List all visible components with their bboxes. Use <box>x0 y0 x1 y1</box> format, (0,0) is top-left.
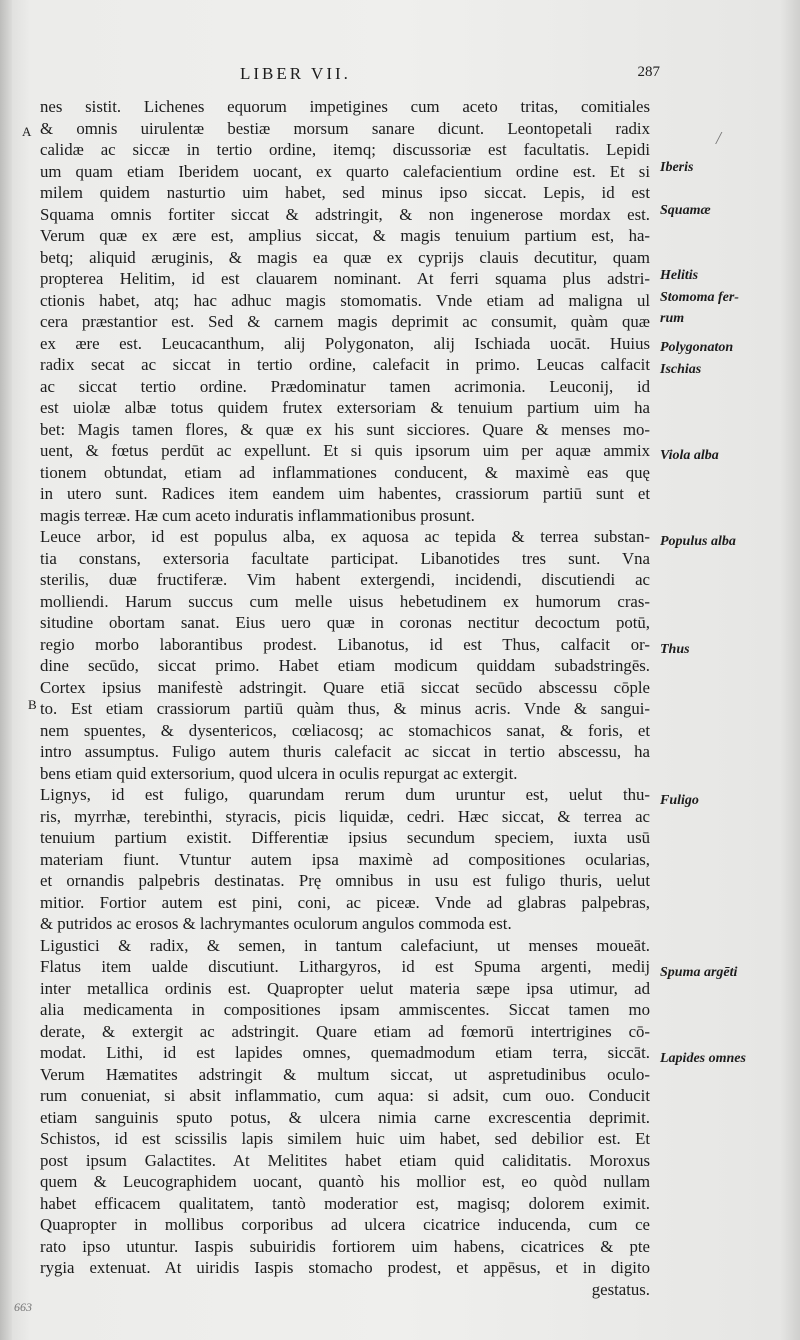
text-line: ex ære est. Leucacanthum, alij Polygonaton, alij Ischiada uocāt. Huius <box>40 333 650 353</box>
text-line: est uiolæ albæ totus quidem frutex extersoriam & tenuium partium uim ha <box>40 398 650 417</box>
main-text-block <box>40 96 650 1300</box>
running-head: LIBER VII. <box>240 64 351 83</box>
text-line: habet efficacem qualitatem, tantò moderatior est, magisq; dolorem eximit. <box>40 1193 650 1213</box>
text-line: alia medicamenta in compositiones ipsam ammiscentes. Siccat tamen mo <box>40 1000 650 1019</box>
text-line: magis terreæ. Hæ cum aceto induratis inflammationibus prosunt. <box>40 505 475 525</box>
text-line: propterea Helitim, id est clauarem nominant. At ferri squama plus adstri- <box>40 269 650 288</box>
text-line: sterilis, duæ fructiferæ. Vim habent extergendi, incidendi, discutiendi ac <box>40 570 650 589</box>
marginal-note: rum <box>660 311 685 326</box>
text-line: Squama omnis fortiter siccat & adstringit, & non ingenerose mordax est. <box>40 204 650 224</box>
section-letter-b: B <box>28 697 37 712</box>
text-line: dine secūdo, siccat primo. Habet etiam modicum quiddam subadstringēs. <box>40 656 650 675</box>
text-line: rato ipso utuntur. Iaspis subuiridis fortiorem uim habens, cicatrices & pte <box>40 1236 650 1256</box>
text-line: Lignys, id est fuligo, quarundam rerum dum uruntur est, uelut thu- <box>40 785 650 804</box>
text-line: Verum Hæmatites adstringit & multum siccat, ut aspretudinibus oculo- <box>40 1064 650 1084</box>
marginal-note: Squamæ <box>660 203 711 218</box>
text-line: Verum quæ ex ære est, amplius siccat, & magis tenuium partium est, ha- <box>40 226 650 245</box>
text-line: Cortex ipsius manifestè adstringit. Quare etiā siccat secūdo abscessu cōple <box>40 677 650 697</box>
text-line: & putridos ac erosos & lachrymantes oculorum angulos commoda est. <box>40 914 512 933</box>
marginal-note: Polygonaton <box>660 340 734 355</box>
marginal-note: Lapides omnes <box>660 1051 746 1066</box>
handwritten-page-mark: 663 <box>14 1300 32 1314</box>
marginal-note: Iberis <box>660 160 694 175</box>
text-line: Quapropter in mollibus corporibus ad ulcera cicatrice inducenda, cum ce <box>40 1215 650 1234</box>
text-line: regio morbo laborantibus prodest. Libanotus, id est Thus, calfacit or- <box>40 634 650 654</box>
text-line: nes sistit. Lichenes equorum impetigines cum aceto tritas, comitiales <box>40 97 650 116</box>
handwritten-slash: / <box>716 128 722 148</box>
page-header <box>40 64 660 86</box>
text-line: post ipsum Galactites. At Melitites habet etiam quid caliditatis. Moroxus <box>40 1150 650 1170</box>
text-line: tenuium partium existit. Differentiæ ipsius secundum speciem, iuxta usū <box>40 828 650 847</box>
text-line: cera præstantior est. Sed & carnem magis deprimit ac consumit, quàm quæ <box>40 312 650 331</box>
folio-number: 287 <box>637 64 660 80</box>
text-line: tionem obtundat, etiam ad inflammationes conducent, & maximè eas quę <box>40 462 650 482</box>
marginal-note: Spuma argēti <box>660 965 738 980</box>
text-line: tia constans, extersoria facultate participat. Libanotides tres sunt. Vna <box>40 548 650 568</box>
marginal-note: Helitis <box>660 268 699 283</box>
text-line: calidæ ac siccæ in tertio ordine, itemq; discussoriæ est facultatis. Lepidi <box>40 140 650 159</box>
text-line: Schistos, id est scissilis lapis similem huic uim habet, sed debilior est. Et <box>40 1129 650 1148</box>
text-line: nem spuentes, & dysentericos, cœliacosq; ac stomachicos sanat, & foris, et <box>40 720 650 740</box>
text-line: bet: Magis tamen flores, & quæ ex his sunt sicciores. Quare & menses mo- <box>40 419 650 439</box>
text-line: etiam sanguinis sputo potus, & ulcera nimia carne excrescentia deprimit. <box>40 1107 650 1127</box>
section-letter-a: A <box>22 124 32 139</box>
text-line: Ligustici & radix, & semen, in tantum calefaciunt, ut menses moueāt. <box>40 935 650 955</box>
text-line: ac siccat tertio ordine. Prædominatur tamen acrimonia. Leuconij, id <box>40 376 650 396</box>
text-line: situdine obortam sanat. Eius uero quæ in coronas nectitur decoctum potū, <box>40 613 650 632</box>
text-line: betq; aliquid æruginis, & magis ea quæ ex cyprijs clauis decutitur, quam <box>40 247 650 267</box>
text-line: um quam etiam Iberidem uocant, ex quarto calefacientium ordine est. Et si <box>40 161 650 181</box>
text-line: materiam fiunt. Vtuntur autem ipsa maximè ad compositiones ocularias, <box>40 849 650 869</box>
text-line: modat. Lithi, id est lapides omnes, quemadmodum etiam terra, siccāt. <box>40 1043 650 1062</box>
text-line: et ornandis palpebris destinatas. Prę omnibus in usu est fuligo thuris, uelut <box>40 871 650 890</box>
text-line: milem quidem nasturtio uim habet, sed minus ipso siccat. Lepis, id est <box>40 183 650 202</box>
text-line: rum conueniat, si absit inflammatio, cum aqua: si adsit, cum ouo. Conducit <box>40 1086 650 1105</box>
text-line: inter metallica ordinis est. Quapropter uelut materia sæpe ipsa utimur, ad <box>40 978 650 998</box>
text-line: bens etiam quid extersorium, quod ulcera in oculis repurgat ac extergit. <box>40 763 518 783</box>
text-line: rygia extenuat. At uiridis Iaspis stomacho prodest, et appēsus, et in digito <box>40 1258 650 1277</box>
text-line: mitior. Fortior autem est pini, coni, ac piceæ. Vnde ad glabras palpebras, <box>40 892 650 912</box>
marginal-note: Stomoma fer- <box>660 290 739 305</box>
text-line: gestatus. <box>591 1279 650 1299</box>
marginal-note: Thus <box>660 642 690 657</box>
text-line: & omnis uirulentæ bestiæ morsum sanare dicunt. Leontopetali radix <box>40 118 650 138</box>
text-line: quem & Leucographidem uocant, quantò his mollior est, eo quòd nullam <box>40 1172 650 1191</box>
marginal-note: Populus alba <box>660 534 736 549</box>
text-line: intro assumptus. Fuligo autem thuris calefacit ac siccat in tertio abscessu, ha <box>40 742 650 761</box>
text-line: radix secat ac siccat in tertio ordine, calefacit in primo. Leucas calfacit <box>40 355 650 374</box>
text-line: derate, & extergit ac adstringit. Quare etiam ad fœmorū intertrigines cō- <box>40 1021 650 1041</box>
text-line: uent, & fœtus perdūt ac expellunt. Et si quis ipsorum uim per aquæ ammix <box>40 441 650 460</box>
marginal-note: Fuligo <box>660 793 699 808</box>
text-line: in utero sunt. Radices item eandem uim habentes, crassiorum partiū sunt et <box>40 484 650 503</box>
text-line: ctionis habet, atq; hac adhuc magis stomomatis. Vnde etiam ad maligna ul <box>40 290 650 310</box>
text-line: ris, myrrhæ, terebinthi, styracis, picis liquidæ, cedri. Hæc siccat, & terrea ac <box>40 806 650 826</box>
marginal-note: Viola alba <box>660 448 719 463</box>
text-line: Flatus item ualde discutiunt. Lithargyros, id est Spuma argenti, medij <box>40 957 650 976</box>
text-line: Leuce arbor, id est populus alba, ex aquosa ac tepida & terrea substan- <box>40 527 650 546</box>
marginal-note: Ischias <box>660 362 702 377</box>
text-line: molliendi. Harum succus cum melle uisus hebetudinem ex humorum cras- <box>40 591 650 611</box>
text-line: to. Est etiam crassiorum partiū quàm thus, & minus acris. Vnde & sangui- <box>40 699 650 718</box>
page-gutter <box>0 0 12 1340</box>
